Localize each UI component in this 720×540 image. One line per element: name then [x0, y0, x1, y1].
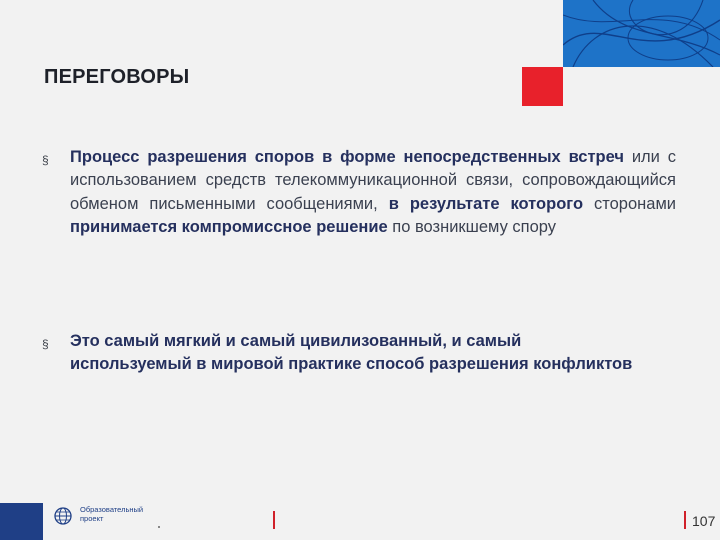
footer-blue-block [0, 503, 43, 540]
footer-red-divider [684, 511, 686, 529]
slide-title: ПЕРЕГОВОРЫ [44, 66, 190, 88]
bullet-paragraph-2: Это самый мягкий и самый цивилизованный, и самый используемый в мировой практике способ разрешения конфликтов [70, 332, 633, 374]
footer-logo-line1: Образовательный [80, 505, 144, 514]
decorative-red-square [522, 67, 563, 106]
paragraph1-bold-start: Процесс разрешения споров в форме непосредственных встреч [70, 148, 624, 166]
footer-red-divider [273, 511, 275, 529]
paragraph1-bold-end: принимается компромиссное решение [70, 218, 388, 237]
page-number: 107 [692, 513, 716, 529]
footer-dot [158, 526, 160, 528]
paragraph1-text-2: сторонами [583, 194, 676, 213]
bullet-paragraph-1 [70, 146, 676, 240]
bullet-marker: § [42, 337, 49, 351]
paragraph1-text: или с использованием средств телекоммуникационной связи, сопровождающийся обменом письменными сообщениями, [70, 148, 676, 213]
bullet-marker: § [42, 153, 49, 167]
globe-logo-icon [54, 507, 72, 525]
paragraph1-bold-mid: в результате которого [388, 194, 584, 213]
footer-logo-line2: проект [80, 514, 104, 523]
decorative-blue-panel [563, 0, 720, 67]
footer-logo-text [80, 505, 143, 523]
paragraph1-text-3: по возникшему спору [387, 218, 557, 237]
